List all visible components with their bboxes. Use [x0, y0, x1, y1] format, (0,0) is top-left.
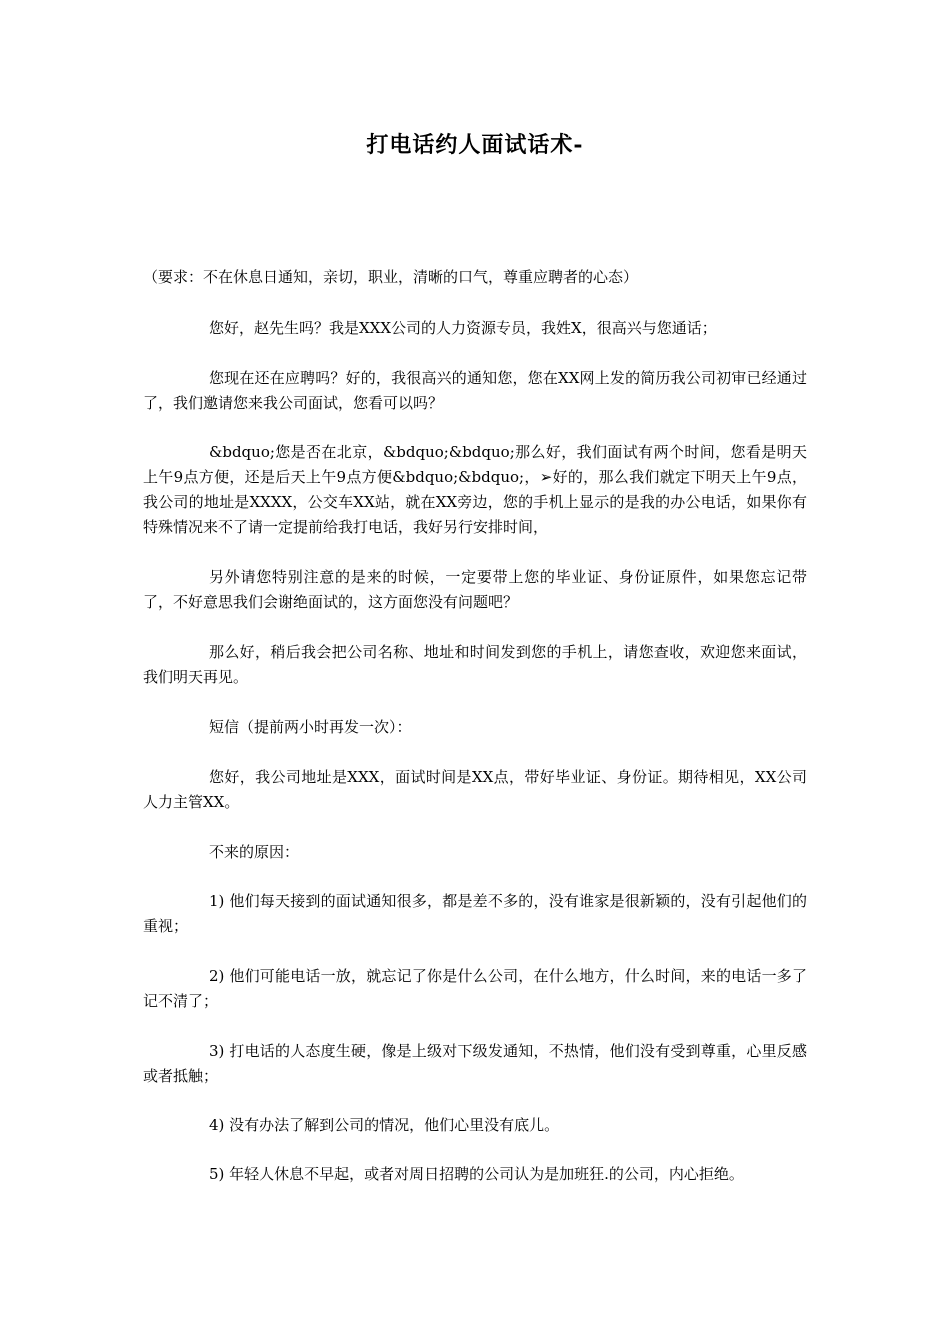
- reason-item-1: 1) 他们每天接到的面试通知很多，都是差不多的，没有谁家是很新颖的，没有引起他们的重视；: [143, 892, 807, 935]
- sms-heading: 短信（提前两小时再发一次）：: [209, 718, 412, 736]
- document-title: 打电话约人面试话术-: [366, 132, 584, 158]
- requirements-note: （要求：不在休息日通知，亲切，职业，清晰的口气，尊重应聘者的心态）: [143, 268, 639, 286]
- closing-paragraph: 那么好，稍后我会把公司名称、地址和时间发到您的手机上，请您查收，欢迎您来面试，我们明天再见。: [143, 643, 807, 686]
- greeting-paragraph: 您好，赵先生吗？我是XXX公司的人力资源专员，我姓X，很高兴与您通话；: [209, 319, 717, 337]
- reasons-heading: 不来的原因：: [209, 843, 300, 861]
- reason-item-2: 2) 他们可能电话一放，就忘记了你是什么公司，在什么地方，什么时间，来的电话一多了记不清了；: [143, 967, 807, 1010]
- reason-item-4: 4) 没有办法了解到公司的情况，他们心里没有底儿。: [209, 1116, 560, 1134]
- documents-paragraph: 另外请您特别注意的是来的时候，一定要带上您的毕业证、身份证原件，如果您忘记带了，不好意思我们会谢绝面试的，这方面您没有问题吧？: [143, 568, 807, 611]
- reason-item-3: 3) 打电话的人态度生硬，像是上级对下级发通知，不热情，他们没有受到尊重，心里反感或者抵触；: [143, 1042, 807, 1085]
- sms-paragraph: 您好，我公司地址是XXX，面试时间是XX点，带好毕业证、身份证。期待相见，XX公司人力主管XX。: [143, 768, 807, 811]
- schedule-paragraph: &bdquo;您是否在北京，&bdquo;&bdquo;那么好，我们面试有两个时间，您看是明天上午9点方便，还是后天上午9点方便&bdquo;&bdquo;，➢好的，那么我们就定下明天上午9点，我公司的地址是XXXX，公交车XX站，就在XX旁边，您的手机上显示的是我的办公电话，如果你有特殊情况来不了请一定提前给我打电话，我好另行安排时间，: [143, 443, 807, 536]
- reason-item-5: 5) 年轻人休息不早起，或者对周日招聘的公司认为是加班狂.的公司，内心拒绝。: [209, 1165, 744, 1183]
- invitation-paragraph: 您现在还在应聘吗？好的，我很高兴的通知您，您在XX网上发的简历我公司初审已经通过了，我们邀请您来我公司面试，您看可以吗？: [143, 369, 807, 412]
